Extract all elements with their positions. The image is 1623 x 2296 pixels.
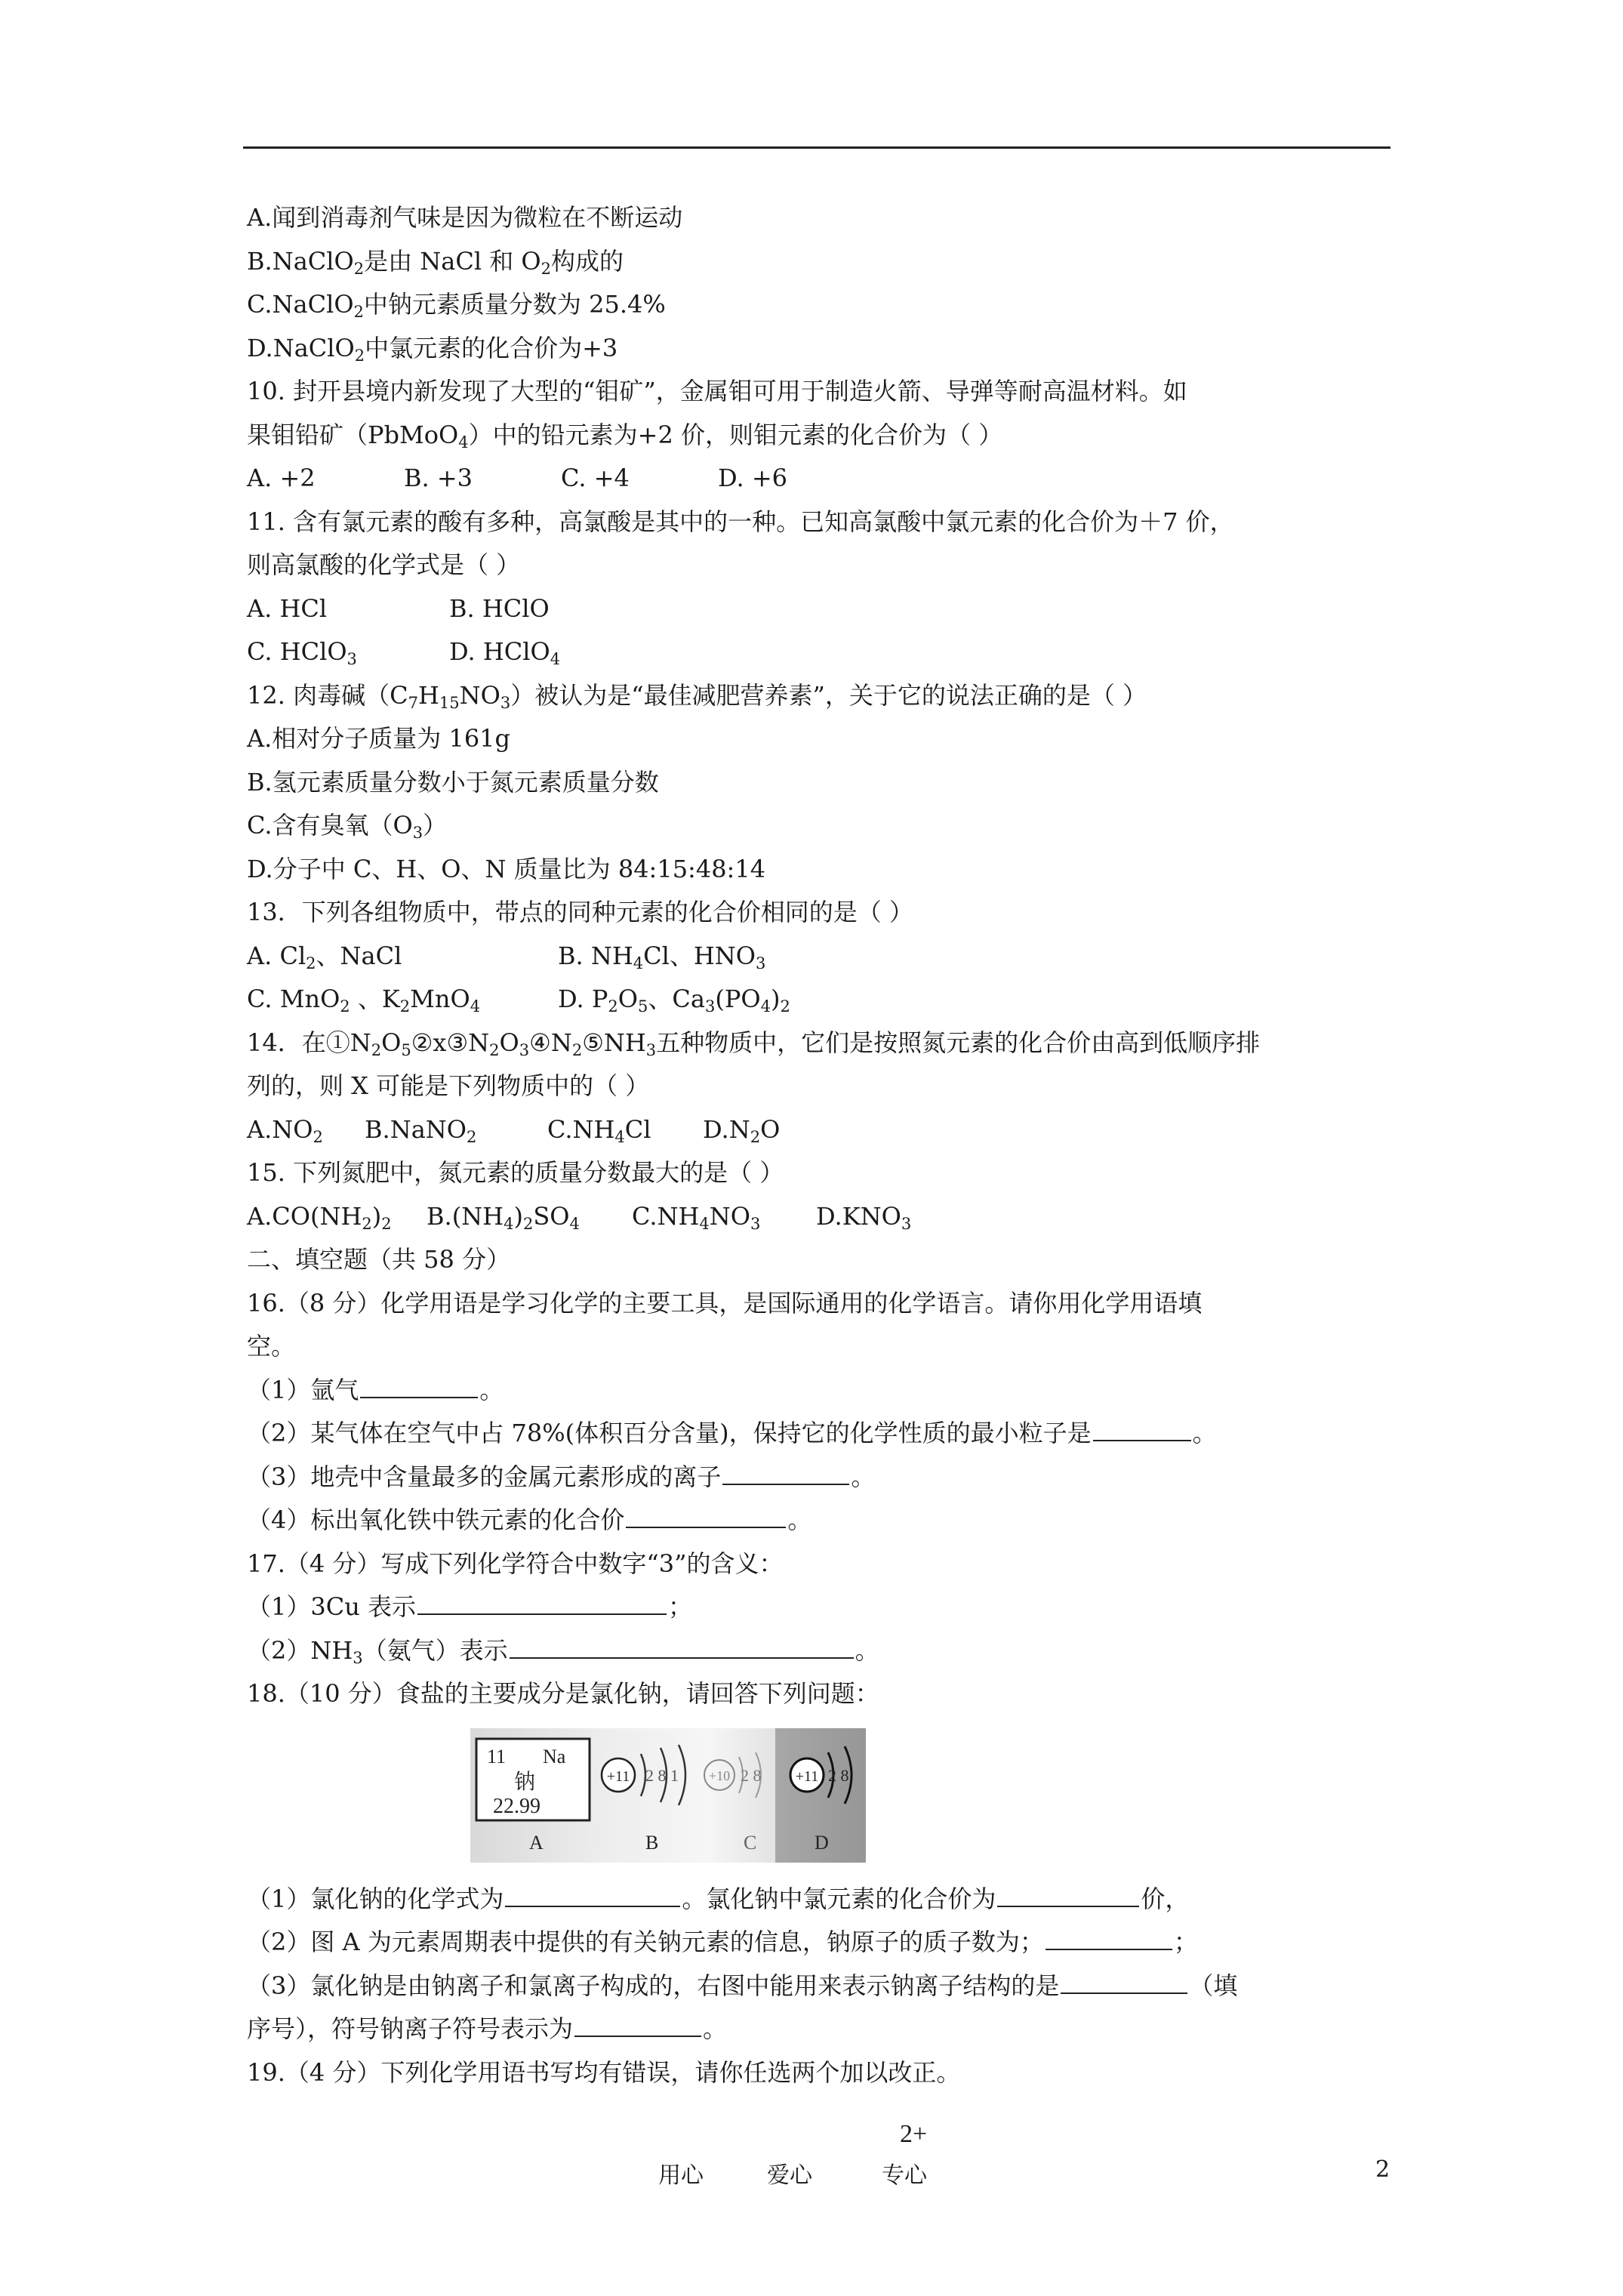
q13-stem: 13．下列各组物质中，带点的同种元素的化合价相同的是（ ） — [247, 898, 913, 926]
q14-options: $A.NO_2$ B.NaNO$_2$ $C.NH_4Cl$ $D.N_2O$ — [247, 1114, 781, 1146]
q10-option-c: C. +4 — [561, 464, 630, 492]
label-d: D — [815, 1831, 829, 1854]
q18-part1: （1）氯化钠的化学式为 。氯化钠中氯元素的化合价为 价， — [247, 1884, 1190, 1913]
q16-part2: （2）某气体在空气中占 78%(体积百分含量)，保持它的化学性质的最小粒子是 。 — [247, 1419, 1217, 1447]
answer-blank[interactable] — [1093, 1420, 1191, 1441]
section-heading: 二、填空题（共 58 分） — [247, 1245, 511, 1274]
q10-stem-line1: 10. 封开县境内新发现了大型的“钼矿”，金属钼可用于制造火箭、导弹等耐高温材料。如 — [247, 377, 1187, 405]
label-a: A — [529, 1831, 544, 1854]
sodium-structure-figure — [470, 1728, 866, 1863]
q12-stem: 12. 肉毒碱$(C_7H_{15}NO_3)$被认为是“最佳减肥营养素”，关于它的说法正确的是（ ） — [247, 680, 1147, 712]
q15-options: $A.CO(NH_2)_2$ $B.(NH_4)_2SO_4$ $C.NH_4NO_3$ $D.KNO_3$ — [247, 1201, 912, 1233]
footer-word-3: 专心 — [882, 2162, 927, 2189]
shells-b: 2 8 1 — [645, 1765, 679, 1785]
q11-options-ab: A. HCl B. HClO — [247, 593, 550, 623]
q17-part1: （1）3Cu 表示 ； — [247, 1592, 693, 1621]
q18-part3-cont: 序号），符号钠离子符号表示为 。 — [247, 2014, 728, 2043]
q14-stem-line2: 列的，则 X 可能是下列物质中的（ ） — [247, 1071, 650, 1100]
element-name: 钠 — [514, 1770, 536, 1794]
answer-blank[interactable] — [510, 1638, 854, 1659]
q15-stem: 15. 下列氮肥中，氮元素的质量分数最大的是（ ） — [247, 1158, 784, 1187]
answer-blank[interactable] — [417, 1594, 667, 1615]
page-body — [247, 196, 1409, 2094]
label-b: B — [645, 1831, 659, 1854]
sodium-diagram — [470, 1728, 866, 1863]
q18-part2: （2）图 A 为元素周期表中提供的有关钠元素的信息，钠原子的质子数为； ； — [247, 1928, 1198, 1956]
q10-option-b: B. +3 — [404, 464, 473, 492]
q18-part3: （3）氯化钠是由钠离子和氯离子构成的，右图中能用来表示钠离子结构的是 （填 — [247, 1971, 1238, 2000]
q10-option-d: D. +6 — [718, 464, 788, 492]
shells-c: 2 8 — [741, 1765, 762, 1785]
answer-blank[interactable] — [1046, 1929, 1172, 1950]
element-number: 11 — [487, 1745, 507, 1767]
svg-text:+11: +11 — [795, 1767, 819, 1785]
shells-d: 2 8 — [828, 1765, 849, 1785]
q12-option-b: B.氢元素质量分数小于氮元素质量分数 — [247, 767, 659, 797]
answer-blank[interactable] — [574, 2016, 701, 2037]
q11-stem-line1: 11. 含有氯元素的酸有多种，高氯酸是其中的一种。已知高氯酸中氯元素的化合价为＋7 价， — [247, 507, 1234, 536]
q11-stem-line2: 则高氯酸的化学式是（ ） — [247, 550, 521, 579]
answer-blank[interactable] — [997, 1886, 1139, 1907]
q12-option-c: C.含有臭氧$(O_3)$ — [247, 811, 448, 842]
q13-options-ab: A. $Cl_2$、NaCl B. $NH_4Cl$、$HNO_3$ — [247, 941, 766, 972]
q17-stem: 17.（4 分）写成下列化学符合中数字“3”的含义： — [247, 1549, 784, 1578]
answer-blank[interactable] — [722, 1464, 849, 1485]
q9-option-a: A.闻到消毒剂气味是因为微粒在不断运动 — [247, 203, 683, 232]
q9-option-b: B.NaClO$_2$是由 NaCl 和 $O_2$构成的 — [247, 246, 624, 278]
q18-stem: 18.（10 分）食盐的主要成分是氯化钠，请回答下列问题： — [247, 1679, 879, 1708]
answer-blank[interactable] — [1061, 1973, 1187, 1994]
q16-part1: （1）氩气 。 — [247, 1375, 504, 1404]
q16-part4: （4）标出氧化铁中铁元素的化合价 。 — [247, 1505, 812, 1534]
element-symbol: Na — [543, 1745, 566, 1767]
page-number: 2 — [1375, 2156, 1390, 2183]
answer-blank[interactable] — [505, 1886, 680, 1907]
q14-stem-line1: 14．在$①N_2O_5②x③N_2O_3④N_2⑤NH_3$五种物质中，它们是按照氮元素的化合价由高到低顺序排 — [247, 1028, 1261, 1059]
q12-option-d: D.分子中 C、H、O、N 质量比为 84:15:48:14 — [247, 854, 766, 883]
header-rule — [243, 146, 1390, 149]
q16-part3: （3）地壳中含量最多的金属元素形成的离子 。 — [247, 1462, 876, 1491]
answer-blank[interactable] — [360, 1377, 478, 1398]
q11-options-cd: C. HClO$_3$ D. HClO$_4$ — [247, 637, 561, 668]
stray-charge-text: 2+ — [900, 2120, 928, 2148]
q17-part2: $(2)NH_3$（氨气）表示 。 — [247, 1635, 879, 1667]
footer-word-2: 爱心 — [767, 2162, 812, 2189]
q12-option-a: A.相对分子质量为 161g — [247, 724, 511, 753]
q19-stem: 19.（4 分）下列化学用语书写均有错误，请你任选两个加以改正。 — [247, 2057, 961, 2087]
element-mass: 22.99 — [493, 1794, 540, 1818]
q9-option-d: D.NaClO$_2$中氯元素的化合价为+3 — [247, 333, 618, 365]
q16-stem-line1: 16.（8 分）化学用语是学习化学的主要工具，是国际通用的化学语言。请你用化学用语填 — [247, 1288, 1203, 1318]
q13-options-cd: C. MnO$_2$ 、$K_2MnO_4$ D. $P_2O_5$、$Ca_3(PO_4)_2$ — [247, 985, 790, 1015]
q9-option-c: C.NaClO$_2$中钠元素质量分数为 25.4% — [247, 290, 666, 321]
footer-word-1: 用心 — [658, 2162, 704, 2189]
q16-stem-line2: 空。 — [247, 1332, 296, 1361]
svg-text:+11: +11 — [606, 1767, 630, 1785]
answer-blank[interactable] — [626, 1507, 786, 1528]
q10-stem-line2: 果钼铅矿（PbMoO$_4$）中的铅元素为+2 价，则钼元素的化合价为（ ） — [247, 420, 1003, 451]
svg-text:+10: +10 — [708, 1767, 731, 1783]
label-c: C — [744, 1831, 757, 1854]
q10-options — [247, 457, 1409, 501]
q10-option-a: A. +2 — [247, 464, 316, 492]
